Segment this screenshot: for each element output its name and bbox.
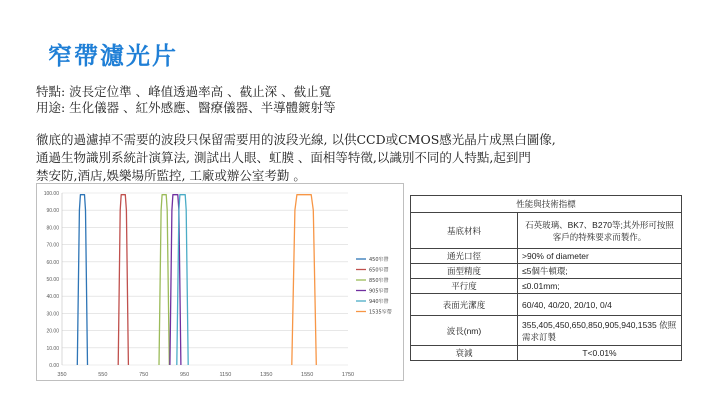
y-tick-label: 40.00	[46, 294, 59, 301]
spec-key: 表面光潔度	[411, 294, 518, 316]
spec-row	[411, 346, 682, 361]
spec-key: 面型精度	[411, 264, 518, 279]
spec-row	[411, 316, 682, 346]
spec-key: 基底材料	[411, 213, 518, 249]
x-tick-label: 950	[179, 372, 190, 378]
x-tick-label: 1750	[341, 372, 355, 378]
spec-key: 波長(nm)	[411, 316, 518, 346]
x-tick-label: 350	[57, 372, 67, 378]
y-tick-label: 50.00	[46, 277, 59, 283]
spec-key: 衰減	[411, 346, 518, 361]
description-line-2: 通過生物識別系統計演算法, 測試出人眼、虹膜 、面相等特徵,以識別不同的人特點,起到門	[36, 150, 531, 165]
y-tick-label: 30.00	[46, 311, 59, 318]
spec-key: 通光口徑	[411, 249, 518, 264]
spec-row	[411, 213, 682, 249]
features-line: 特點: 波長定位準 、峰值透過率高 、截止深 、截止寬	[36, 84, 332, 99]
y-tick-label: 90.00	[46, 208, 59, 215]
y-tick-label: 60.00	[46, 259, 59, 266]
spec-header: 性能與技術指標	[411, 196, 682, 213]
y-tick-label: 0.00	[49, 363, 59, 369]
page-title: 窄帶濾光片	[48, 42, 178, 70]
x-tick-label: 1150	[219, 372, 232, 378]
legend-label: 1535窄帶	[369, 309, 392, 316]
legend-label: 650窄帶	[369, 267, 389, 274]
description-line-3: 禁安防,酒店,娛樂場所監控, 工廠或辦公室考勤 。	[36, 168, 306, 183]
legend-label: 905窄帶	[369, 288, 389, 295]
spec-value: >90% of diameter	[518, 249, 682, 264]
y-tick-label: 20.00	[46, 328, 59, 335]
y-tick-label: 80.00	[46, 225, 59, 232]
y-tick-label: 70.00	[46, 242, 59, 249]
spec-row	[411, 264, 682, 279]
x-tick-label: 1350	[260, 372, 273, 378]
y-tick-label: 10.00	[46, 345, 59, 352]
spec-key: 平行度	[411, 279, 518, 294]
chart-frame	[37, 184, 404, 381]
legend-label: 850窄帶	[369, 278, 389, 284]
description-line-1: 徹底的過濾掉不需要的波段只保留需要用的波段光線, 以供CCD或CMOS感光晶片成黑白圖像,	[36, 132, 556, 147]
x-tick-label: 1550	[301, 372, 314, 378]
spec-value: ≤0.01mm;	[518, 279, 682, 294]
x-tick-label: 550	[98, 372, 108, 378]
y-tick-label: 100.00	[43, 191, 59, 197]
spec-value: 石英玻璃、BK7、B270等;其外形可按照客戶的特殊要求而製作。	[518, 213, 682, 249]
spec-header-row	[411, 196, 682, 213]
transmission-chart	[36, 183, 404, 381]
spec-value: 355,405,450,650,850,905,940,1535 依照需求訂製	[518, 316, 682, 346]
spec-value: 60/40, 40/20, 20/10, 0/4	[518, 294, 682, 316]
spec-value: ≤5個牛頓環;	[518, 264, 682, 279]
spec-row	[411, 279, 682, 294]
legend-label: 940窄帶	[369, 299, 389, 305]
uses-line: 用途: 生化儀器 、紅外感應、醫療儀器、半導體鍍射等	[36, 100, 336, 115]
spec-table	[410, 195, 682, 361]
spec-row	[411, 249, 682, 264]
spec-row	[411, 294, 682, 316]
x-tick-label: 750	[139, 372, 149, 378]
spec-value: T<0.01%	[518, 346, 682, 361]
legend-label: 450窄帶	[369, 257, 389, 263]
